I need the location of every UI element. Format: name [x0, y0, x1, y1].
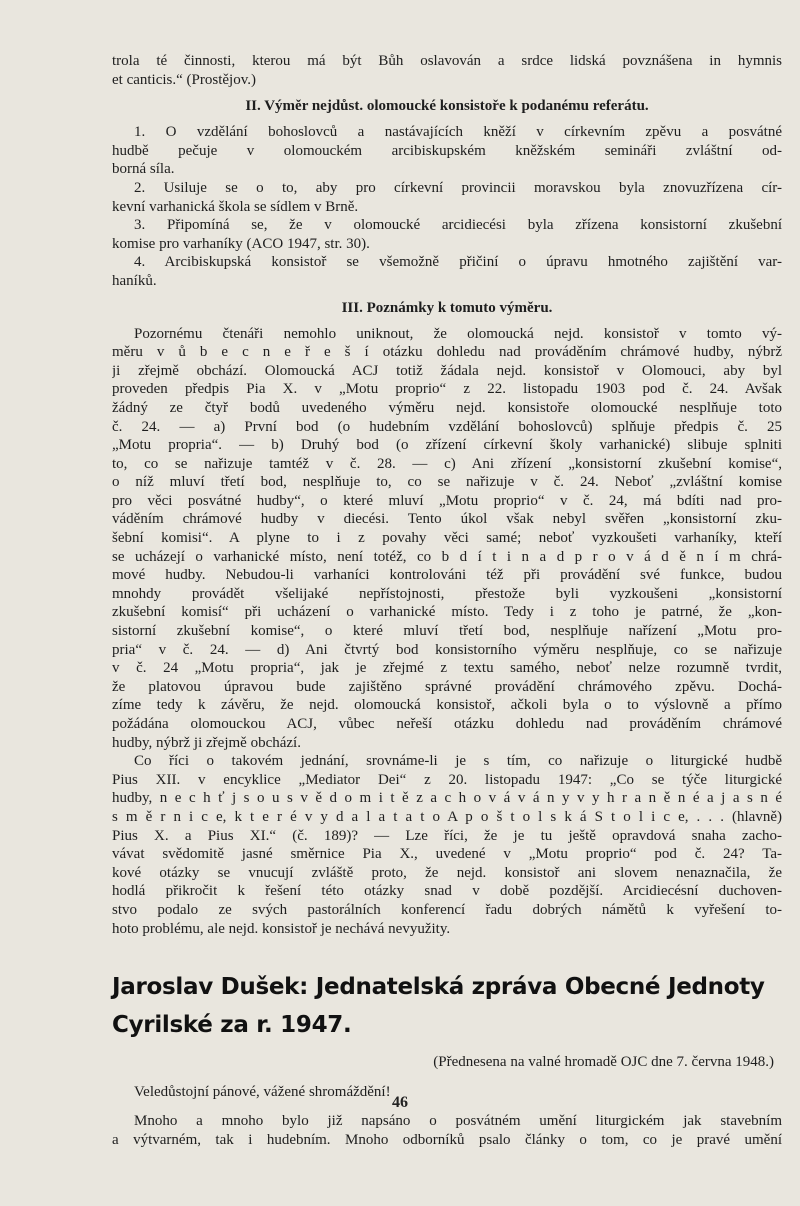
text-line: pro věci posvátné hudby“, o které mluví „Motu proprio“ v č. 24, má bdíti nad pro- — [112, 492, 782, 509]
text-line: se ucházejí o varhanické místo, není totéž, co b d í t i n a d p r o v á d ě n í m chrá- — [112, 548, 782, 565]
text-line: haníků. — [112, 272, 157, 289]
text-line: kevní varhanická škola se sídlem v Brně. — [112, 198, 359, 215]
text-line: Mnoho a mnoho bylo již napsáno o posvátném umění liturgickém jak stavebním — [134, 1113, 782, 1130]
text-line: to, co se nařizuje tamtéž v č. 28. — c) Ani zřízení „konsistorní zkušební komise“, — [112, 455, 782, 472]
text-line: kové otázky se vnucují zvláště proto, že nejd. konsistoř ani slovem nenaznačila, že — [112, 864, 782, 881]
text-line: vávat svědomitě jasné směrnice Pia X., uvedené v „Motu proprio“ pod č. 24? Ta- — [112, 846, 782, 863]
text-line: 2. Usiluje se o to, aby pro církevní provincii moravskou byla znovuzřízena cír- — [134, 179, 782, 196]
text-line: et canticis.“ (Prostějov.) — [112, 71, 256, 88]
text-line: hudbě pečuje v olomouckém arcibiskupském kněžském semináři zvláštní od- — [112, 142, 782, 159]
text-line: Pius XII. v encyklice „Mediator Dei“ z 20. listopadu 1947: „Co se týče liturgické — [112, 771, 782, 788]
page-number: 46 — [392, 1094, 408, 1111]
article-subtitle: (Přednesena na valné hromadě OJC dne 7. června 1948.) — [433, 1054, 774, 1071]
section-heading-ii: II. Výměr nejdůst. olomoucké konsistoře k podanému referátu. — [245, 98, 649, 115]
text-line: hudby, nýbrž ji zřejmě obchází. — [112, 734, 301, 751]
text-line: ji zřejmě obchází. Olomoucká ACJ totiž žádala nejd. konsistoř v Olomouci, aby byl — [112, 362, 782, 379]
text-line: Co říci o takovém jednání, srovnáme-li je s tím, co nařizuje o liturgické hudbě — [134, 753, 782, 770]
text-line: hudby, n e c h ť j s o u s v ě d o m i t ě z a c h o v á v á n y v y h r a n ě n é a j a s n é — [112, 790, 782, 807]
text-line: zkušební komisí“ při ucházení o varhanické místo. Tedy i z toho je patrné, že „kon- — [112, 604, 782, 621]
text-line: a výtvarném, tak i hudebním. Mnoho odborníků psalo články o tom, co je pravé umění — [112, 1131, 782, 1148]
text-line: měru v ů b e c n e ř e š í otázku dohledu nad prováděním chrámové hudby, nýbrž — [112, 344, 782, 361]
text-line: o níž mluví třetí bod, nesplňuje to, co se nařizuje v č. 24. Neboť „zvláštní komise — [112, 474, 782, 491]
text-line: stvo podalo ze svých pastorálních konferencí řadu dobrých námětů k vyřešení to- — [112, 901, 782, 918]
article-title-line-2: Cyrilské za r. 1947. — [112, 1012, 352, 1039]
text-line: „Motu propria“. — b) Druhý bod (o zřízení církevní školy varhanické) slibuje splniti — [112, 437, 782, 454]
text-line: mové hudby. Nebudou-li varhaníci kontrolováni též při provádění své funkce, budou — [112, 567, 782, 584]
text-line: trola té činnosti, kterou má být Bůh oslavován a srdce lidská povznášena in hymnis — [112, 53, 782, 69]
page-content — [112, 52, 782, 1149]
text-line: pria“ v č. 24. — d) Ani čtvrtý bod konsistorního výměru nesplňuje, co se nařizuje — [112, 641, 782, 658]
text-line: 4. Arcibiskupská konsistoř se všemožně přičiní o úpravu hmotného zajištění var- — [134, 254, 782, 271]
text-line: mnohdy provádět všelijaké nepřístojnosti, přestože byli vyzkoušeni „konsistorní — [112, 585, 782, 602]
text-line: že platovou úpravou bude zajištěno správné provádění chrámového zpěvu. Dochá- — [112, 678, 782, 695]
text-line: Pius X. a Pius XI.“ (č. 189)? — Lze říci, že je tu ještě opravdová snaha zacho- — [112, 827, 782, 844]
text-line: hodlá přikročit k řešení této otázky snad v době pozdější. Arcidiecésní duchoven- — [112, 883, 782, 900]
text-line: Pozornému čtenáři nemohlo uniknout, že olomoucká nejd. konsistoř v tomto vý- — [134, 325, 782, 342]
section-gap — [112, 938, 782, 968]
text-line: požádána olomouckou ACJ, vůbec neřeší otázku dohledu nad prováděním chrámové — [112, 716, 782, 732]
text-line: šební komisi“. A plyne to i z povahy věci samé; neboť vyzkoušeti varhaníky, kteří — [112, 530, 782, 547]
text-line: 1. O vzdělání bohoslovců a nastávajících kněží v církevním zpěvu a posvátné — [134, 124, 782, 141]
text-line: žádný ze čtyř bodů uvedeného výměru nejd. konsistoře olomoucké nesplňuje toto — [112, 399, 782, 416]
text-line: zíme tedy k závěru, že nejd. olomoucká konsistoř, ačkoli byla o to výslovně a přímo — [112, 697, 782, 714]
text-line: borná síla. — [112, 161, 175, 178]
text-line: komise pro varhaníky (ACO 1947, str. 30). — [112, 235, 370, 252]
text-line: 3. Připomíná se, že v olomoucké arcidiecési byla zřízena konsistorní zkušební — [134, 217, 782, 234]
text-line: proveden předpis Pia X. v „Motu proprio“ z 22. listopadu 1903 pod č. 24. Avšak — [112, 381, 782, 398]
text-line: hoto problému, ale nejd. konsistoř je nechává nevyužity. — [112, 920, 451, 937]
text-line: sistorní zkušební komise“, o které mluví třetí bod, nesplňuje nařízení „Motu pro- — [112, 623, 782, 640]
text-line: č. 24. — a) První bod (o hudebním vzdělání bohoslovců) splňuje předpis č. 25 — [112, 418, 782, 435]
text-line: váděním chrámové hudby v diecési. Tento úkol však nebyl svěřen „konsistorní zku- — [112, 511, 782, 528]
article-title-line-1: Jaroslav Dušek: Jednatelská zpráva Obecné Jednoty — [112, 974, 765, 1001]
section-heading-iii: III. Poznámky k tomuto výměru. — [341, 299, 553, 316]
text-line: v č. 24 „Motu propria“, jak je zřejmé z textu samého, neboť nelze rozumně tvrdit, — [112, 660, 782, 677]
article-salutation: Veledůstojní pánové, vážené shromáždění! — [134, 1084, 391, 1101]
text-line: s m ě r n i c e, k t e r é v y d a l a t a t o A p o š t o l s k á S t o l i c e, . . . (hlavně) — [112, 808, 782, 825]
